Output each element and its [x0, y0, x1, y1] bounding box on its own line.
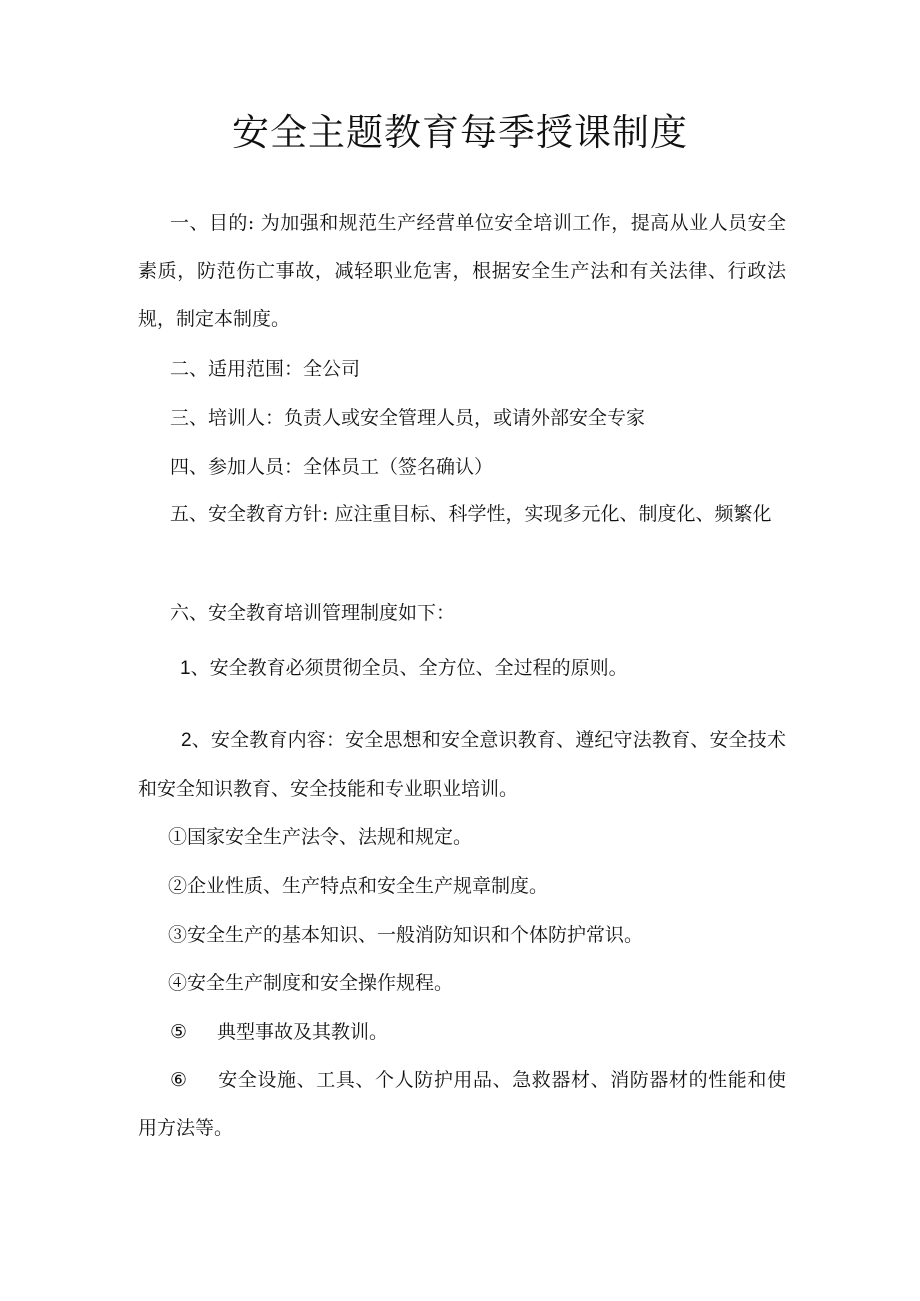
sub-item-2: ②企业性质、生产特点和安全生产规章制度。: [168, 875, 549, 897]
sub-item-1: ①国家安全生产法令、法规和规定。: [168, 826, 473, 848]
paragraph-rules-heading: 六、安全教育培训管理制度如下：: [170, 602, 456, 624]
paragraph-purpose: 一、目的: 为加强和规范生产经营单位安全培训工作，提高从业人员安全素质，防范伤亡事故，减轻职业危害，根据安全生产法和有关法律、行政法规，制定本制度。: [138, 212, 786, 330]
sub-item-5: [170, 1019, 388, 1045]
paragraph-policy: 五、安全教育方针: 应注重目标、科学性，实现多元化、制度化、频繁化: [170, 503, 772, 525]
list-item-1-text: 、安全教育必须贯彻全员、全方位、全过程的原则。: [190, 657, 628, 679]
paragraph-participants: 四、参加人员：全体员工（签名确认）: [170, 456, 494, 478]
document-title: 安全主题教育每季授课制度: [232, 111, 688, 154]
paragraph-trainer: 三、培训人：负责人或安全管理人员，或请外部安全专家: [170, 407, 646, 429]
sub-item-5-text: 典型事故及其教训。: [217, 1021, 389, 1043]
sub-item-6-marker: ⑥: [170, 1069, 188, 1091]
list-item-2-number: 2: [181, 730, 192, 751]
sub-item-3: ③安全生产的基本知识、一般消防知识和个体防护常识。: [168, 924, 644, 946]
sub-item-6-text: 安全设施、工具、个人防护用品、急救器材、消防器材的性能和使用方法等。: [138, 1069, 786, 1139]
list-item-2-text: 、安全教育内容：安全思想和安全意识教育、遵纪守法教育、安全技术和安全知识教育、安全技能和专业职业培训。: [138, 729, 786, 800]
sub-item-4: ④安全生产制度和安全操作规程。: [168, 972, 454, 994]
list-item-2: [138, 716, 786, 813]
paragraph-scope: 二、适用范围：全公司: [170, 358, 361, 380]
list-item-1-number: 1: [180, 658, 191, 679]
list-item-1: [180, 655, 628, 682]
sub-item-6: [138, 1056, 786, 1152]
sub-item-5-marker: ⑤: [170, 1021, 188, 1043]
